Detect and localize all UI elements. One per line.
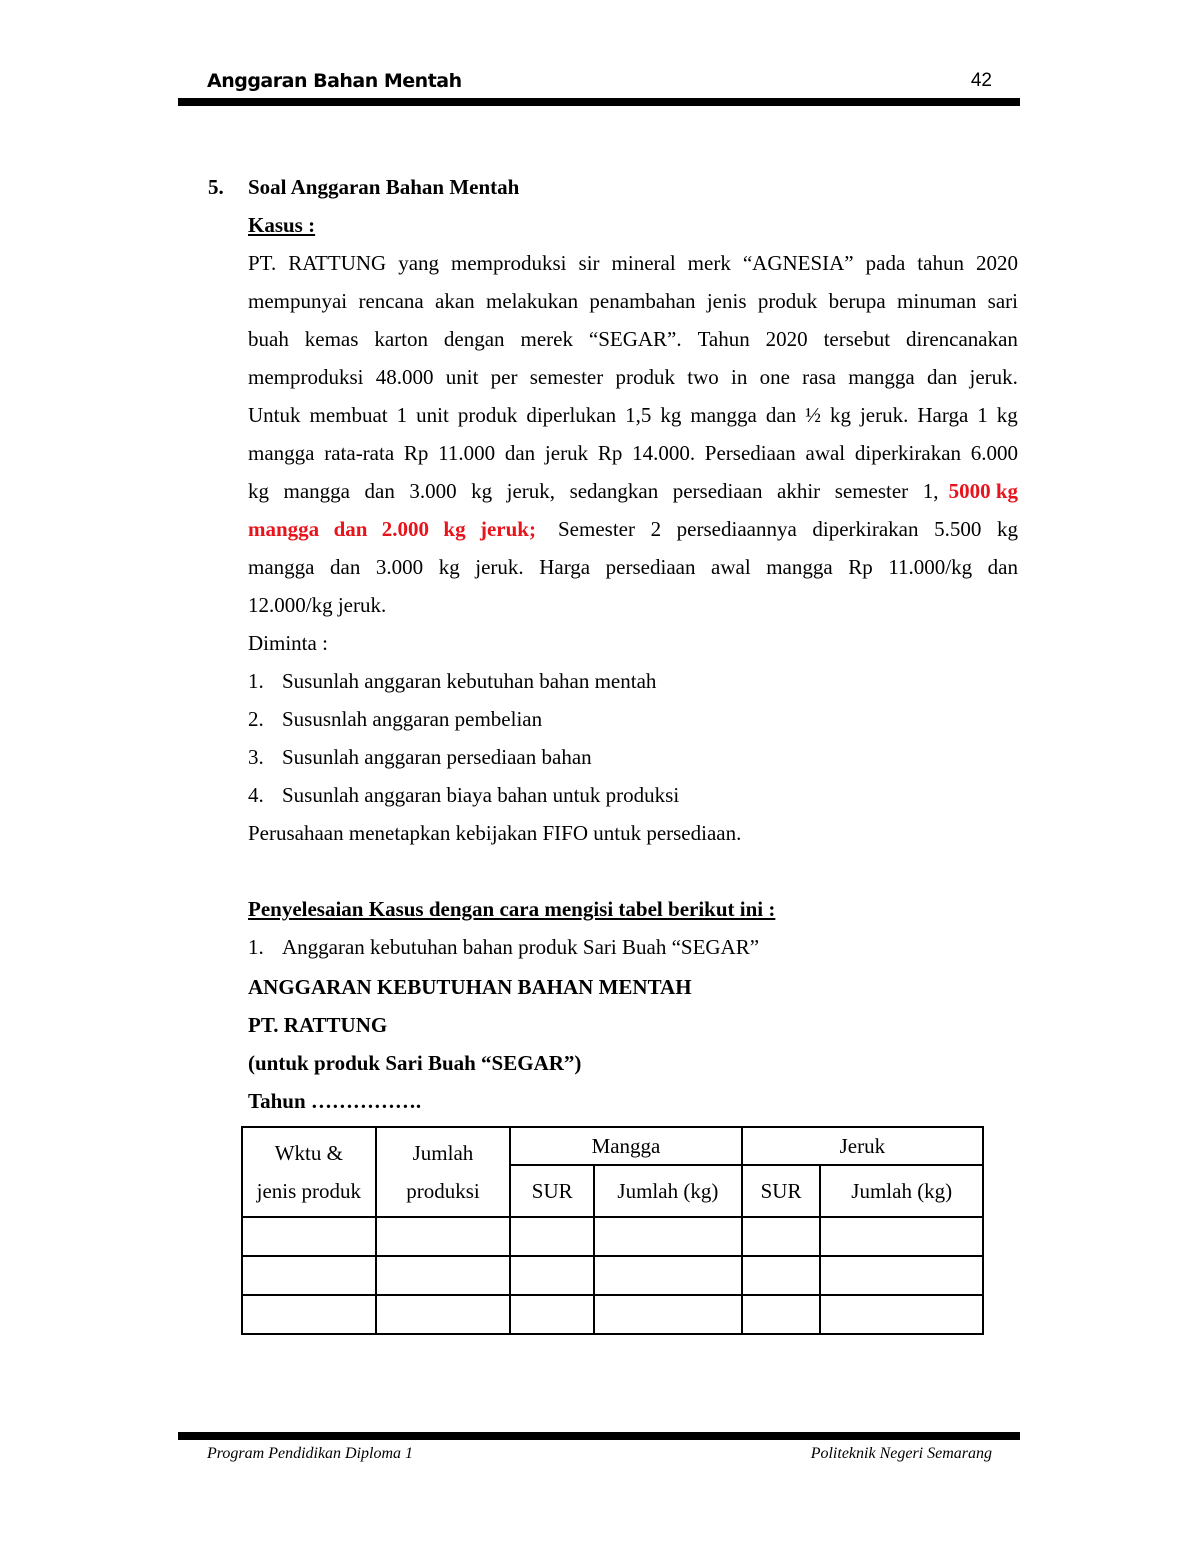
word: kg [660,403,682,427]
task-item [248,707,1018,731]
word: penambahan [589,289,696,313]
word: awal [805,441,846,465]
word: 2020 [975,251,1018,275]
word: persediaannya [676,517,797,541]
word: per [490,365,518,389]
task-item [248,669,1018,693]
word: Harga [539,555,591,579]
word: sari [987,289,1018,313]
word: Untuk [248,403,301,427]
table-cell[interactable] [376,1217,511,1256]
footer-institution: Politeknik Negeri Semarang [810,1445,992,1462]
word: sir [578,251,600,275]
table-cell[interactable] [510,1217,594,1256]
word: 2.000 [381,517,430,541]
header-mango-qty: Jumlah (kg) [594,1165,742,1217]
word: two [687,365,719,389]
word: persediaan [672,479,763,503]
word: kg [996,517,1018,541]
word: 14.000. [632,441,696,465]
header-production-line1: Jumlah [412,1141,474,1165]
word: membuat [309,403,388,427]
word: melakukan [485,289,579,313]
paragraph-line-3 [248,327,1018,351]
word: jeruk. [475,555,524,579]
paragraph-line-9 [248,555,1018,579]
word: jeruk, [506,479,556,503]
header-title: Anggaran Bahan Mentah [207,70,462,92]
case-label: Kasus : [248,213,316,237]
header-production [376,1127,511,1217]
word: karton [374,327,428,351]
word: Semester [558,517,635,541]
word: Tahun [697,327,750,351]
word: merek [520,327,573,351]
word: kg [829,403,851,427]
word: Rp [403,441,429,465]
table-row [242,1295,983,1334]
task-text: Susunlah anggaran persediaan bahan [282,745,592,769]
highlight-red-2 [248,517,536,541]
word: mangga [766,555,833,579]
word: 2 [650,517,662,541]
word: akhir [777,479,821,503]
word: diperkirakan [812,517,919,541]
paragraph-line-8-words [558,517,1018,541]
table-title-1: ANGGARAN KEBUTUHAN BAHAN MENTAH [248,975,692,999]
word: rata-rata [324,441,395,465]
header-time-line2: jenis produk [256,1179,362,1203]
word: mangga [248,555,315,579]
word: 11.000/kg [888,555,973,579]
header-mango: Mangga [510,1127,741,1165]
word: 3.000 [409,479,457,503]
word: buah [248,327,289,351]
task-item [248,783,1018,807]
table-cell[interactable] [820,1295,983,1334]
word: tersebut [823,327,891,351]
word: kg [438,555,460,579]
word: Rp [597,441,623,465]
word: Rp [848,555,873,579]
word: dan [364,479,395,503]
task-number: 2. [248,707,264,731]
table-row [242,1217,983,1256]
task-number: 4. [248,783,264,807]
header-time-line1: Wktu & [274,1141,343,1165]
word: mangga [248,517,320,541]
word: in [730,365,748,389]
task-text: Susunlah anggaran kebutuhan bahan mentah [282,669,657,693]
word: memproduksi [451,251,567,275]
word: diperkirakan [854,441,962,465]
paragraph-line-7 [248,479,1018,503]
word: dan [926,365,958,389]
word: unit [445,365,479,389]
table-cell[interactable] [820,1256,983,1295]
task-number: 3. [248,745,264,769]
word: pada [865,251,906,275]
table-cell[interactable] [742,1217,821,1256]
table-cell[interactable] [242,1217,376,1256]
policy-text: Perusahaan menetapkan kebijakan FIFO untuk persediaan. [248,821,742,845]
header-mango-sur: SUR [510,1165,594,1217]
word: “AGNESIA” [742,251,854,275]
word: dan [504,441,536,465]
word: 1 [977,403,988,427]
task-text: Sususnlah anggaran pembelian [282,707,543,731]
requested-label: Diminta : [248,631,328,655]
table-cell[interactable] [742,1256,821,1295]
paragraph-line-2 [248,289,1018,313]
word: yang [398,251,440,275]
word: mangga [848,365,915,389]
word: ½ [805,403,821,427]
header-time-type [242,1127,376,1217]
table-cell[interactable] [820,1217,983,1256]
table-cell[interactable] [242,1256,376,1295]
word: mangga [690,403,757,427]
word: 1, [922,479,939,503]
word: semester [529,365,604,389]
table-cell[interactable] [594,1256,742,1295]
word: kg [996,403,1018,427]
header-orange-sur: SUR [742,1165,821,1217]
word: 5.500 [934,517,982,541]
table-header-row [242,1127,983,1165]
word: dan [333,517,368,541]
word: produk [615,365,675,389]
task-item [248,745,1018,769]
word: berupa [828,289,886,313]
table-cell[interactable] [742,1295,821,1334]
word: RATTUNG [288,251,387,275]
word: merk [687,251,731,275]
header-orange: Jeruk [742,1127,983,1165]
word: mangga [248,441,315,465]
word: minuman [897,289,977,313]
word: Persediaan [704,441,796,465]
word: “SEGAR”. [588,327,682,351]
footer-rule [178,1432,1020,1440]
solution-text: Anggaran kebutuhan bahan produk Sari Buah “SEGAR” [282,935,760,959]
table-title-4: Tahun ……………. [248,1089,422,1113]
paragraph-line-8 [248,517,1018,541]
budget-table [241,1126,984,1335]
word: mangga [283,479,350,503]
solution-item [248,935,1018,959]
table-title-3: (untuk produk Sari Buah “SEGAR”) [248,1051,582,1075]
table-cell[interactable] [242,1295,376,1334]
paragraph-line-10: 12.000/kg jeruk. [248,593,387,617]
word: akan [435,289,475,313]
word: 1 [396,403,408,427]
word: Harga [917,403,969,427]
word: unit [416,403,449,427]
word: sedangkan [569,479,659,503]
paragraph-line-6 [248,441,1018,465]
word: rencana [358,289,424,313]
table-row [242,1256,983,1295]
word: 11.000 [438,441,496,465]
header-orange-qty: Jumlah (kg) [820,1165,983,1217]
word: kemas [304,327,359,351]
word: 2020 [765,327,808,351]
table-cell[interactable] [376,1295,511,1334]
word: mineral [611,251,676,275]
word: one [759,365,790,389]
paragraph-line-1 [248,251,1018,275]
word: jeruk. [859,403,909,427]
word: 48.000 [375,365,434,389]
section-title: Soal Anggaran Bahan Mentah [248,175,520,199]
word: jeruk; [479,517,536,541]
header-rule [178,98,1020,106]
header-production-line2: produksi [406,1179,480,1203]
word: kg [248,479,269,503]
word: dan [987,555,1018,579]
word: dengan [443,327,505,351]
table-cell[interactable] [376,1256,511,1295]
task-text: Susunlah anggaran biaya bahan untuk produksi [282,783,680,807]
solution-number: 1. [248,935,264,959]
table-title-2: PT. RATTUNG [248,1013,388,1037]
word: diperlukan [526,403,617,427]
paragraph-line-4 [248,365,1018,389]
paragraph-line-5 [248,403,1018,427]
word: produk [757,289,818,313]
word: persediaan [605,555,696,579]
word: jenis [706,289,747,313]
word: produk [457,403,518,427]
table-cell[interactable] [594,1217,742,1256]
highlight-red-1: 5000 kg [948,479,1018,503]
word: 1,5 [625,403,652,427]
solution-label: Penyelesaian Kasus dengan cara mengisi tabel berikut ini : [248,897,776,921]
word: jeruk [544,441,589,465]
word: mempunyai [248,289,348,313]
word: PT. [248,251,277,275]
table-cell[interactable] [594,1295,742,1334]
word: jeruk. [969,365,1018,389]
word: 6.000 [970,441,1018,465]
page-number: 42 [970,70,992,91]
task-number: 1. [248,669,264,693]
word: kg [471,479,493,503]
word: dan [330,555,361,579]
paragraph-line-7-words [248,479,939,503]
word: memproduksi [248,365,364,389]
word: 3.000 [375,555,424,579]
word: rasa [802,365,836,389]
table-cell[interactable] [510,1256,594,1295]
word: dan [765,403,797,427]
word: semester [834,479,909,503]
section-number: 5. [208,175,224,199]
word: kg [443,517,466,541]
word: awal [711,555,751,579]
footer-program: Program Pendidikan Diploma 1 [207,1445,414,1462]
table-cell[interactable] [510,1295,594,1334]
word: direncanakan [906,327,1018,351]
word: tahun [917,251,964,275]
